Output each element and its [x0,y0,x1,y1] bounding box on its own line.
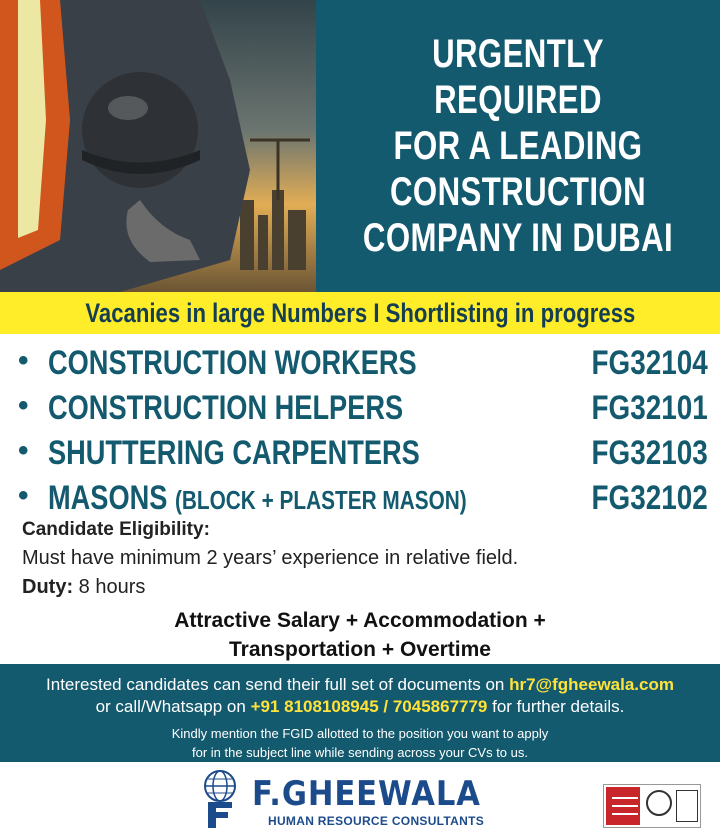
brand-name: F.GHEEWALA [252,774,481,814]
headline-line: CONSTRUCTION [389,170,647,214]
fgid-note-line: for in the subject line while sending across your CVs to us. [191,745,528,760]
headline-line: FOR A LEADING [393,124,643,168]
worker-hard-hat-photo [0,0,316,292]
position-code: FG32103 [591,434,708,472]
bullet-icon: • [18,389,29,422]
bullet-icon: • [18,344,29,377]
ukas-mark-icon [676,790,698,822]
contact-text: Interested candidates can send their full set of documents on [46,675,510,694]
contact-text: or call/Whatsapp on [95,697,251,716]
bureau-veritas-mark [606,787,640,825]
contact-text: for further details. [487,697,625,716]
position-row [18,477,708,522]
vacancies-banner-text: Vacanies in large Numbers I Shortlisting in progress [85,297,635,328]
phone-numbers[interactable]: +91 8108108945 / 7045867779 [250,697,488,716]
bullet-icon: • [18,479,29,512]
footer [0,762,720,835]
duty-label: Duty: [22,576,74,598]
duty-value: 8 hours [73,576,146,598]
position-row [18,387,708,432]
fgid-note-line: Kindly mention the FGID allotted to the position you want to apply [171,726,549,741]
position-row [18,342,708,387]
positions-list [18,342,708,522]
position-code: FG32102 [591,479,708,517]
position-title: CONSTRUCTION HELPERS [48,389,404,427]
position-row [18,432,708,477]
brand-tagline: HUMAN RESOURCE CONSULTANTS [268,814,485,828]
position-title: SHUTTERING CARPENTERS [48,434,420,472]
certification-badge [603,784,701,828]
position-code: FG32101 [591,389,708,427]
eligibility-section [22,517,702,601]
eligibility-requirement: Must have minimum 2 years’ experience in relative field. [22,547,519,569]
headline-line: URGENTLY REQUIRED [432,32,604,122]
headline-line: COMPANY IN DUBAI [362,216,674,260]
contact-section [0,664,720,762]
fgid-note [0,724,720,762]
contact-line-phone [0,696,720,718]
vacancies-banner [0,292,720,334]
position-title: MASONS (BLOCK + PLASTER MASON) [48,479,467,517]
bullet-icon: • [18,434,29,467]
position-subtitle: (BLOCK + PLASTER MASON) [174,485,467,515]
duty-line [22,573,702,601]
certification-seal-icon [646,790,672,816]
hero-section [0,0,720,292]
eligibility-heading: Candidate Eligibility: [22,519,210,540]
benefits [0,606,720,664]
benefits-line: Transportation + Overtime [229,638,491,661]
email-link[interactable]: hr7@fgheewala.com [509,675,674,694]
headline [360,31,675,261]
benefits-line: Attractive Salary + Accommodation + [174,609,546,632]
fgheewala-logo-icon [198,768,242,830]
position-title: CONSTRUCTION WORKERS [48,344,417,382]
position-code: FG32104 [591,344,708,382]
headline-panel [316,0,720,292]
contact-line-email [0,674,720,696]
